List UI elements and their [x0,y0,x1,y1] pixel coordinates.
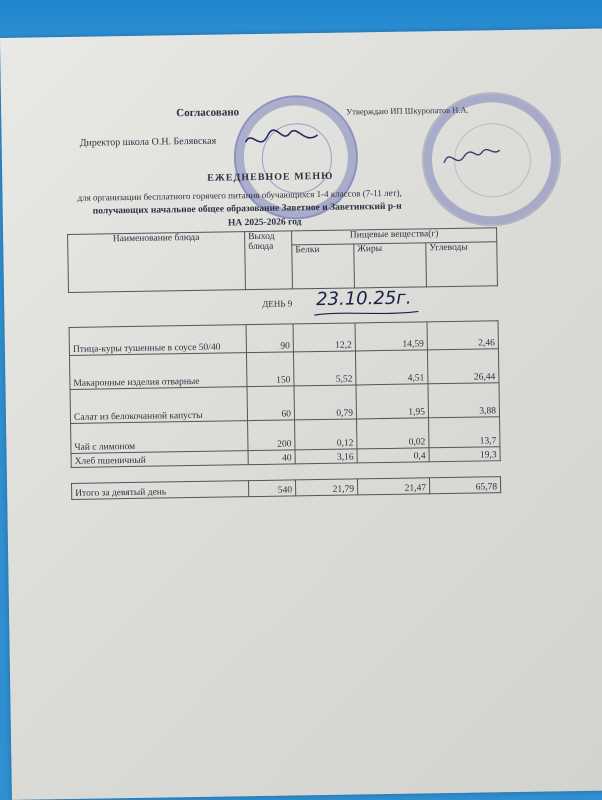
dish-carb: 19,3 [429,447,500,462]
dish-yield: 150 [246,352,294,387]
day-label: ДЕНЬ 9 [262,298,293,309]
dish-protein: 12,2 [293,323,355,352]
total-label: Итого за девятый день [72,481,249,500]
col-yield-header: Выход блюда [245,231,293,290]
col-carb-header: Углеводы [426,242,498,287]
approved-label: Согласовано [176,106,240,120]
dish-fat: 0,4 [357,448,429,463]
col-nutrients-header: Пищевые вещества(г) [292,228,497,245]
subtitle-1: для организации бесплатного горячего питания обучающихся 1-4 классов (7-11 лет), [77,187,402,203]
dish-name: Чай с лимоном [71,421,248,454]
subtitle-3: НА 2025-2026 год [227,217,302,229]
dish-carb: 13,7 [429,417,500,448]
signature-director [241,123,321,154]
dish-yield: 90 [246,324,293,353]
dish-name: Хлеб пшеничный [71,451,248,468]
dish-carb: 3,88 [428,383,500,418]
handwritten-date: 23.10.25г. [315,287,412,311]
col-fat-header: Жиры [354,243,427,288]
signature-approver [442,142,502,173]
total-carb: 65,78 [429,477,500,494]
dish-fat: 1,95 [356,384,429,419]
dish-protein: 0,79 [294,385,357,420]
round-stamp [233,94,359,220]
menu-total-table [71,476,501,500]
dish-yield: 60 [247,386,295,421]
dish-name: Птица-куры тушенные в соусе 50/40 [69,325,246,356]
dish-protein: 0,12 [295,419,357,450]
dish-yield: 40 [248,450,295,465]
dish-name: Салат из белокочанной капусты [70,387,248,424]
dish-name: Макаронные изделия отварные [69,353,247,390]
menu-sheet [0,29,602,800]
subtitle-2: получающих начальное общее образование Заветное и Заветинский р-н [92,201,402,217]
approve-right: Утверждаю ИП Шкуропатов Н.А. [346,104,469,117]
director-line: Директор школа О.Н. Белявская [79,135,217,149]
dish-protein: 3,16 [295,449,357,464]
total-fat: 21,47 [357,478,429,495]
page-title: ЕЖЕДНЕВНОЕ МЕНЮ [207,170,334,184]
dish-fat: 0,02 [357,418,429,449]
dish-protein: 5,52 [293,351,356,386]
total-yield: 540 [248,480,295,497]
col-protein-header: Белки [292,244,355,289]
dish-fat: 14,59 [355,322,427,351]
total-row [72,477,501,500]
menu-header-table [67,227,498,293]
dish-yield: 200 [248,420,295,451]
col-name-header: Наименование блюда [68,232,246,293]
dish-fat: 4,51 [355,350,428,385]
dish-carb: 26,44 [427,349,499,384]
date-underline [312,307,422,319]
total-protein: 21,79 [295,479,357,496]
menu-items-table [69,320,501,468]
dish-carb: 2,46 [427,321,498,350]
